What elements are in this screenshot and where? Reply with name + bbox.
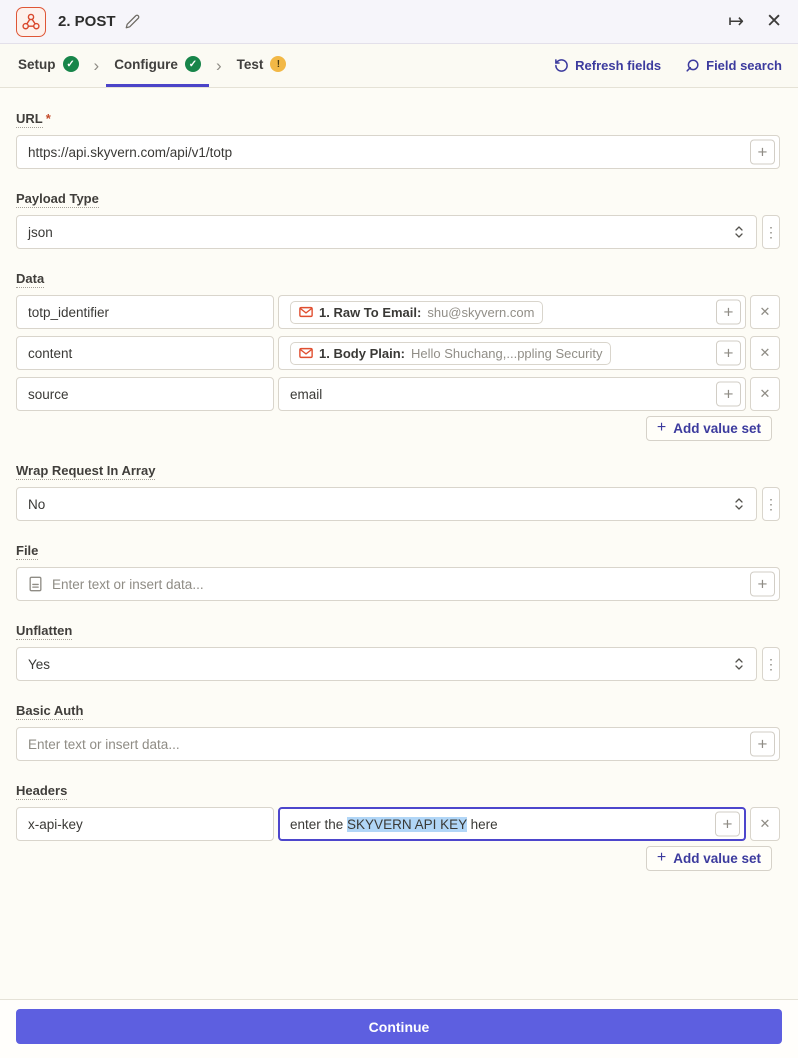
refresh-fields-button[interactable] bbox=[554, 58, 661, 73]
tab-configure-label: Configure bbox=[114, 56, 178, 72]
mapped-field-pill[interactable] bbox=[290, 301, 543, 324]
webhooks-app-icon bbox=[16, 7, 46, 37]
required-asterisk: * bbox=[45, 111, 51, 126]
edit-title-icon[interactable] bbox=[125, 14, 140, 29]
wrap-request-label: Wrap Request In Array bbox=[16, 463, 156, 478]
field-wrap-request bbox=[16, 462, 780, 521]
chevron-right-icon: › bbox=[93, 55, 100, 75]
data-label: Data bbox=[16, 271, 45, 286]
pill-label: 1. Raw To Email: bbox=[319, 304, 422, 320]
field-headers bbox=[16, 782, 780, 871]
unflatten-label: Unflatten bbox=[16, 623, 73, 638]
data-key-input[interactable] bbox=[16, 295, 274, 329]
data-row bbox=[16, 336, 780, 370]
add-value-set-button[interactable] bbox=[646, 416, 772, 441]
chevron-right-icon: › bbox=[215, 55, 222, 75]
field-search-label: Field search bbox=[706, 58, 782, 73]
document-icon bbox=[28, 576, 43, 592]
file-input[interactable] bbox=[16, 567, 780, 601]
continue-button[interactable]: Continue bbox=[16, 1009, 782, 1044]
selected-text: SKYVERN API KEY bbox=[347, 816, 467, 832]
wrap-request-menu-button[interactable]: ⋮ bbox=[762, 487, 780, 521]
insert-data-button[interactable]: + bbox=[716, 341, 741, 366]
header-key-value: x-api-key bbox=[28, 816, 83, 832]
search-icon bbox=[685, 58, 700, 73]
payload-type-value: json bbox=[28, 224, 53, 240]
tab-test[interactable] bbox=[229, 44, 295, 87]
plus-icon: + bbox=[656, 849, 667, 866]
add-value-set-label: Add value set bbox=[673, 420, 761, 436]
field-basic-auth bbox=[16, 702, 780, 761]
remove-row-button[interactable]: ✕ bbox=[750, 295, 780, 329]
step-title: 2. POST bbox=[58, 13, 116, 30]
file-label: File bbox=[16, 543, 39, 558]
data-value-input[interactable] bbox=[278, 336, 746, 370]
insert-data-button[interactable]: + bbox=[750, 572, 775, 597]
remove-row-button[interactable]: ✕ bbox=[750, 377, 780, 411]
plus-icon: + bbox=[656, 419, 667, 436]
step-tabbar bbox=[0, 44, 798, 88]
email-icon bbox=[299, 347, 313, 359]
mapped-field-pill[interactable] bbox=[290, 342, 611, 365]
data-key-value: totp_identifier bbox=[28, 304, 110, 320]
data-key-value: source bbox=[28, 386, 69, 402]
check-circle-icon: ✓ bbox=[63, 56, 79, 72]
warning-circle-icon: ! bbox=[270, 56, 286, 72]
data-key-value: content bbox=[28, 345, 73, 361]
payload-type-menu-button[interactable]: ⋮ bbox=[762, 215, 780, 249]
tab-setup-label: Setup bbox=[18, 56, 56, 72]
insert-data-button[interactable]: + bbox=[750, 140, 775, 165]
configure-form bbox=[0, 88, 798, 999]
insert-data-button[interactable]: + bbox=[750, 732, 775, 757]
basic-auth-input[interactable] bbox=[16, 727, 780, 761]
insert-data-button[interactable]: + bbox=[716, 300, 741, 325]
email-icon bbox=[299, 306, 313, 318]
headers-row bbox=[16, 807, 780, 841]
insert-data-button[interactable]: + bbox=[715, 812, 740, 837]
payload-type-select[interactable] bbox=[16, 215, 757, 249]
select-chevrons-icon bbox=[733, 657, 745, 671]
webhook-icon bbox=[21, 12, 41, 32]
add-value-set-label: Add value set bbox=[673, 850, 761, 866]
data-row bbox=[16, 377, 780, 411]
add-value-set-button[interactable] bbox=[646, 846, 772, 871]
check-circle-icon: ✓ bbox=[185, 56, 201, 72]
collapse-panel-icon[interactable]: ↦ bbox=[728, 11, 745, 32]
wrap-request-value: No bbox=[28, 496, 46, 512]
tab-setup[interactable] bbox=[10, 44, 87, 87]
select-chevrons-icon bbox=[733, 497, 745, 511]
refresh-fields-label: Refresh fields bbox=[575, 58, 662, 73]
panel-header bbox=[0, 0, 798, 44]
url-value: https://api.skyvern.com/api/v1/totp bbox=[28, 144, 233, 160]
basic-auth-label: Basic Auth bbox=[16, 703, 84, 718]
wrap-request-select[interactable] bbox=[16, 487, 757, 521]
unflatten-select[interactable] bbox=[16, 647, 757, 681]
field-url bbox=[16, 110, 780, 169]
remove-row-button[interactable]: ✕ bbox=[750, 807, 780, 841]
tab-configure[interactable] bbox=[106, 44, 209, 87]
unflatten-value: Yes bbox=[28, 656, 51, 672]
data-value-text: email bbox=[290, 386, 323, 402]
field-data bbox=[16, 270, 780, 441]
unflatten-menu-button[interactable]: ⋮ bbox=[762, 647, 780, 681]
remove-row-button[interactable]: ✕ bbox=[750, 336, 780, 370]
data-value-input[interactable] bbox=[278, 377, 746, 411]
payload-type-label: Payload Type bbox=[16, 191, 99, 206]
basic-auth-placeholder: Enter text or insert data... bbox=[28, 736, 180, 752]
insert-data-button[interactable]: + bbox=[716, 382, 741, 407]
panel-footer bbox=[0, 999, 798, 1058]
select-chevrons-icon bbox=[733, 225, 745, 239]
field-unflatten bbox=[16, 622, 780, 681]
data-key-input[interactable] bbox=[16, 377, 274, 411]
close-panel-icon[interactable]: ✕ bbox=[766, 11, 782, 32]
pill-value: shu@skyvern.com bbox=[427, 304, 535, 320]
header-value-input[interactable] bbox=[278, 807, 746, 841]
data-value-input[interactable] bbox=[278, 295, 746, 329]
header-value-text: enter the SKYVERN API KEY here bbox=[290, 816, 498, 832]
field-search-button[interactable] bbox=[685, 58, 782, 73]
data-row bbox=[16, 295, 780, 329]
pill-label: 1. Body Plain: bbox=[319, 345, 405, 361]
header-key-input[interactable] bbox=[16, 807, 274, 841]
pill-value: Hello Shuchang,...ppling Security bbox=[410, 345, 603, 361]
tab-test-label: Test bbox=[236, 56, 264, 72]
field-payload-type bbox=[16, 190, 780, 249]
file-placeholder: Enter text or insert data... bbox=[52, 576, 204, 592]
url-label: URL bbox=[16, 111, 43, 126]
headers-label: Headers bbox=[16, 783, 68, 798]
data-key-input[interactable] bbox=[16, 336, 274, 370]
field-file bbox=[16, 542, 780, 601]
refresh-icon bbox=[554, 58, 569, 73]
url-input[interactable] bbox=[16, 135, 780, 169]
